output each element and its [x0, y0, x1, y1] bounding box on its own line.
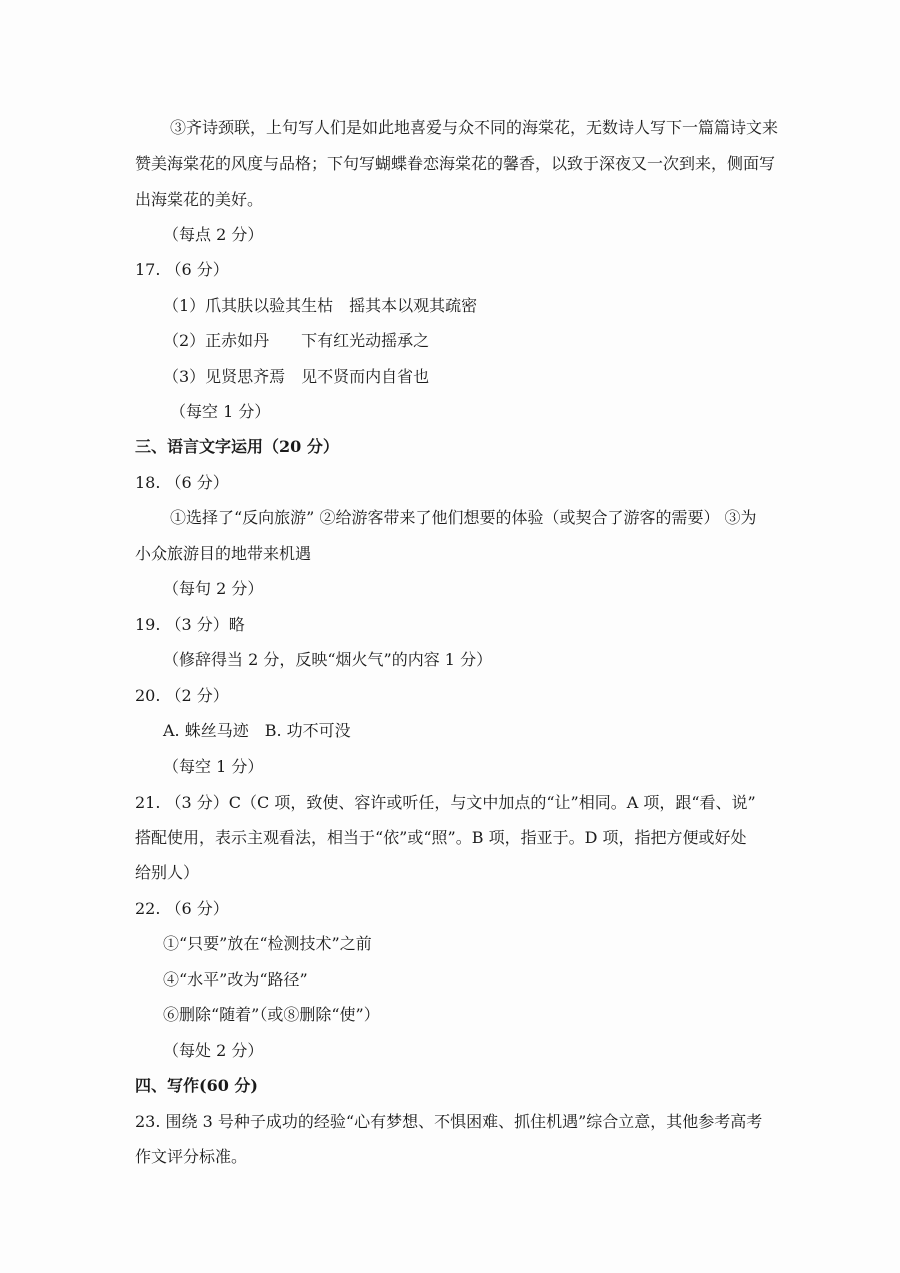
q20-header: 20. （2 分）: [135, 686, 229, 705]
q22-score-note: （每处 2 分）: [163, 1041, 264, 1060]
q21-line3: 给别人）: [135, 863, 200, 882]
q22-header: 22. （6 分）: [135, 899, 229, 918]
q17-answer-3: （3）见贤思齐焉 见不贤而内自省也: [163, 367, 430, 386]
q19-note: （修辞得当 2 分，反映“烟火气”的内容 1 分）: [163, 650, 493, 669]
q16-point3-line3: 出海棠花的美好。: [135, 190, 264, 209]
section-3-title: 三、语言文字运用（20 分）: [135, 437, 339, 456]
q17-answer-1: （1）爪其肤以验其生枯 摇其本以观其疏密: [163, 296, 478, 315]
q17-header: 17. （6 分）: [135, 260, 229, 279]
section-4-title: 四、写作(60 分): [135, 1076, 258, 1095]
q22-answer-1: ①“只要”放在“检测技术”之前: [163, 934, 372, 953]
q18-score-note: （每句 2 分）: [163, 579, 264, 598]
q17-score-note: （每空 1 分）: [170, 402, 271, 421]
q21-line2: 搭配使用，表示主观看法，相当于“依”或“照”。B 项，指亚于。D 项，指把方便或好处: [135, 828, 747, 847]
q16-score-note: （每点 2 分）: [163, 225, 264, 244]
q16-point3-line2: 赞美海棠花的风度与品格；下句写蝴蝶眷恋海棠花的馨香，以致于深夜又一次到来，侧面写: [135, 154, 776, 173]
q20-score-note: （每空 1 分）: [163, 757, 264, 776]
q18-header: 18. （6 分）: [135, 473, 229, 492]
q22-answer-2: ④“水平”改为“路径”: [163, 970, 308, 989]
q18-line2: 小众旅游目的地带来机遇: [135, 544, 312, 563]
q23-line2: 作文评分标准。: [135, 1147, 248, 1166]
q17-answer-2: （2）正赤如丹 下有红光动摇承之: [163, 331, 430, 350]
q19-header: 19. （3 分）略: [135, 615, 245, 634]
q16-point3-line1: ③齐诗颈联，上句写人们是如此地喜爱与众不同的海棠花，无数诗人写下一篇篇诗文来: [170, 118, 779, 137]
q23-line1: 23. 围绕 3 号种子成功的经验“心有梦想、不惧困难、抓住机遇”综合立意，其他参考高考: [135, 1112, 763, 1131]
q22-answer-3: ⑥删除“随着”（或⑧删除“使”）: [163, 1005, 380, 1024]
q21-line1: 21. （3 分）C（C 项，致使、容许或听任，与文中加点的“让”相同。A 项，跟“看、说”: [135, 793, 756, 812]
q20-answer: A. 蛛丝马迹 B. 功不可没: [163, 721, 351, 740]
q18-line1: ①选择了“反向旅游” ②给游客带来了他们想要的体验（或契合了游客的需要） ③为: [170, 508, 757, 527]
